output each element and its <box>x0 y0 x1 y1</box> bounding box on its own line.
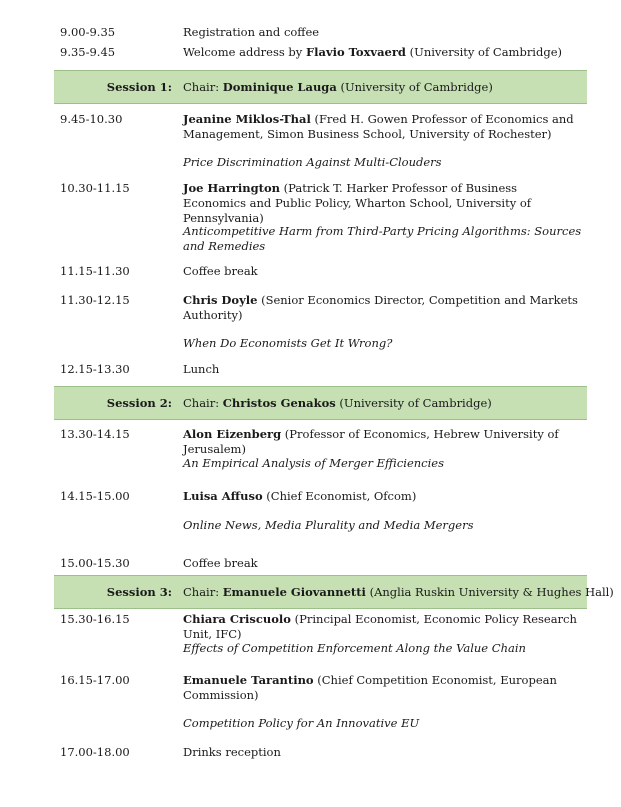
session-chair <box>183 396 492 410</box>
speaker-line <box>183 612 593 642</box>
speaker-line <box>183 427 583 457</box>
time-slot: 15.30-16.15 <box>60 612 130 626</box>
speaker-affiliation: (Professor of Economics, Hebrew University of Jerusalem) <box>183 427 559 456</box>
speaker-line <box>183 673 583 703</box>
speaker-line <box>183 489 583 504</box>
time-slot: 9.35-9.45 <box>60 45 116 59</box>
session-label: Session 1: <box>106 80 172 94</box>
item-text: Coffee break <box>183 264 258 278</box>
speaker-affiliation: (Chief Economist, Ofcom) <box>262 489 417 503</box>
speaker-line <box>183 293 583 323</box>
speaker-affiliation: (Fred H. Gowen Professor of Economics and Management, Simon Business School, University of Rochester) <box>183 112 574 141</box>
talk-title: Effects of Competition Enforcement Along the Value Chain <box>183 641 526 655</box>
talk-title: Online News, Media Plurality and Media Mergers <box>183 518 474 532</box>
item-text: Coffee break <box>183 556 258 570</box>
speaker-affiliation: (University of Cambridge) <box>405 45 563 59</box>
welcome-prefix: Welcome address by <box>183 45 306 59</box>
speaker-line <box>183 181 583 226</box>
session-chair <box>183 585 614 599</box>
speaker-name: Joe Harrington <box>183 181 280 195</box>
chair-affiliation: (University of Cambridge) <box>336 80 493 94</box>
speaker-name: Luisa Affuso <box>183 489 263 503</box>
speaker-name: Alon Eizenberg <box>183 427 282 441</box>
talk-title: An Empirical Analysis of Merger Efficiencies <box>183 456 445 470</box>
time-slot: 13.30-14.15 <box>60 427 130 441</box>
chair-prefix: Chair: <box>183 585 223 599</box>
item-text: Registration and coffee <box>183 25 320 39</box>
time-slot: 9.00-9.35 <box>60 25 116 39</box>
item-text: Drinks reception <box>183 745 281 759</box>
session-chair <box>183 80 493 94</box>
chair-affiliation: (University of Cambridge) <box>335 396 492 410</box>
speaker-name: Jeanine Miklos-Thal <box>183 112 311 126</box>
talk-title: When Do Economists Get It Wrong? <box>183 336 393 350</box>
speaker-affiliation: (Chief Competition Economist, European Commission) <box>183 673 557 702</box>
time-slot: 15.00-15.30 <box>60 556 130 570</box>
time-slot: 10.30-11.15 <box>60 181 130 195</box>
speaker-name: Flavio Toxvaerd <box>305 45 406 59</box>
time-slot: 17.00-18.00 <box>60 745 130 759</box>
item-text <box>183 45 583 60</box>
speaker-affiliation: (Principal Economist, Economic Policy Research Unit, IFC) <box>183 612 577 641</box>
time-slot: 9.45-10.30 <box>60 112 123 126</box>
talk-title: Anticompetitive Harm from Third-Party Pricing Algorithms: Sources and Remedies <box>183 224 582 253</box>
talk-title: Competition Policy for An Innovative EU <box>183 716 420 730</box>
time-slot: 12.15-13.30 <box>60 362 130 376</box>
speaker-line <box>183 112 583 142</box>
speaker-affiliation: (Patrick T. Harker Professor of Business Economics and Public Policy, Wharton School, University of Pennsylvania) <box>183 181 532 225</box>
chair-name: Dominique Lauga <box>222 80 337 94</box>
session-label: Session 2: <box>106 396 172 410</box>
chair-name: Emanuele Giovannetti <box>222 585 366 599</box>
session-3-header <box>54 575 614 609</box>
chair-name: Christos Genakos <box>222 396 336 410</box>
speaker-affiliation: (Senior Economics Director, Competition and Markets Authority) <box>183 293 578 322</box>
time-slot: 11.30-12.15 <box>60 293 130 307</box>
chair-prefix: Chair: <box>183 396 223 410</box>
session-1-header <box>54 70 587 104</box>
speaker-name: Emanuele Tarantino <box>183 673 314 687</box>
session-2-header <box>54 386 587 420</box>
time-slot: 14.15-15.00 <box>60 489 130 503</box>
speaker-name: Chiara Criscuolo <box>183 612 291 626</box>
session-label: Session 3: <box>106 585 172 599</box>
chair-prefix: Chair: <box>183 80 223 94</box>
item-text: Lunch <box>183 362 220 376</box>
talk-title: Price Discrimination Against Multi-Clouders <box>183 155 442 169</box>
time-slot: 11.15-11.30 <box>60 264 130 278</box>
chair-affiliation: (Anglia Ruskin University & Hughes Hall) <box>365 585 614 599</box>
time-slot: 16.15-17.00 <box>60 673 130 687</box>
speaker-name: Chris Doyle <box>183 293 258 307</box>
